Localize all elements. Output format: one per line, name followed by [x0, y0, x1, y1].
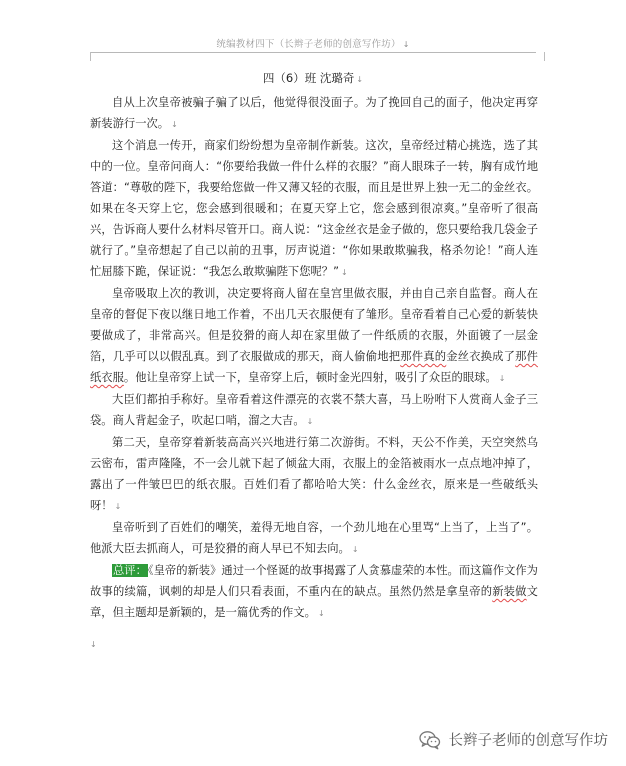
paragraph-text: 大臣们都拍手称好。皇帝看着这件漂亮的衣裳不禁大喜，马上吩咐下人赏商人金子三袋。商人背起金子，吹起口哨，溜之大吉。: [90, 393, 538, 427]
paragraph-1: [90, 92, 538, 135]
paragraph-text: 第二天，皇帝穿着新装高高兴兴地进行第二次游街。不料，天公不作美，天空突然乌云密布，雷声隆隆，不一会儿就下起了倾盆大雨，衣服上的金箔被雨水一点点地冲掉了，露出了一件皱巴巴的纸衣服。百姓们看了都哈哈大笑：什么金丝衣，原来是一些破纸头呀！: [90, 436, 538, 512]
margin-corner-left: [90, 52, 100, 61]
trailing-paragraph-mark: ↓: [90, 640, 97, 649]
title-text: 四（6）班 沈璐奇: [262, 71, 355, 85]
paragraph-2: [90, 135, 538, 283]
comment-text: 《皇帝的新装》通过一个怪诞的故事揭露了人贪慕虚荣的本性。而这篇作文作为故事的续篇，讽刺的却是人们只看表面，不重内在的缺点。虽然仍然是拿皇帝的: [90, 564, 538, 598]
paragraph-mark: ↓: [351, 545, 359, 554]
paragraph-text: 金丝衣换成了: [446, 350, 516, 363]
header-rule: [90, 52, 536, 53]
paragraph-mark: ↓: [498, 374, 506, 383]
wechat-icon: [419, 730, 441, 750]
paragraph-6: [90, 517, 538, 560]
comment-text: 文章，但主题却是新颖的，是一篇优秀的作文。: [90, 585, 538, 619]
paragraph-3: [90, 283, 538, 389]
paragraph-mark: ↓: [317, 609, 325, 618]
paragraph-5: [90, 432, 538, 517]
paragraph-4: [90, 389, 538, 432]
spellcheck-underline[interactable]: 新装做: [492, 585, 527, 598]
paragraph-mark: ↓: [340, 268, 348, 277]
paragraph-mark: ↓: [356, 75, 364, 84]
paragraph-text: 自从上次皇帝被骗子骗了以后，他觉得很没面子。为了挽回自己的面子，他决定再穿新装游行一次。: [90, 96, 538, 130]
paragraph-mark: ↓: [171, 120, 178, 129]
document-body: [90, 92, 538, 624]
paragraph-text: 。他让皇帝穿上试一下，皇帝穿上后，顿时金光四射，吸引了众臣的眼球。: [123, 371, 497, 384]
spellcheck-underline[interactable]: 那件真的: [400, 350, 447, 363]
header-text: 统编教材四下（长辫子老师的创意写作坊）: [216, 39, 401, 50]
comment-label: 总评：: [113, 564, 147, 577]
watermark-text: 长辫子老师的创意写作坊: [448, 733, 608, 749]
paragraph-text: 这个消息一传开，商家们纷纷想为皇帝制作新装。这次，皇帝经过精心挑选，选了其中的一位。皇帝问商人：“你要给我做一件什么样的衣服？”商人眼珠子一转，胸有成竹地答道：“尊敬的陛下，我要给您做一件又薄又轻的衣服，而且是世界上独一无二的金丝衣。如果在冬天穿上它，您会感到很暖和；在夏天穿上它，您会感到很凉爽。”皇帝听了很高兴，告诉商人要什么材料尽管开口。商人说：“这金丝衣是金子做的，您只要给我几袋金子就行了。”皇帝想起了自己以前的丑事，厉声说道：“你如果敢欺骗我，格杀勿论！”商人连忙屈膝下跪，保证说：“我怎么敢欺骗陛下您呢？”: [90, 139, 538, 278]
paragraph-mark: ↓: [306, 417, 314, 426]
comment-paragraph: [90, 560, 538, 624]
watermark: [419, 729, 609, 750]
document-title: [0, 70, 626, 86]
paragraph-mark: ↓: [114, 502, 122, 511]
paragraph-text: 皇帝听到了百姓们的嘲笑，羞得无地自容，一个劲儿地在心里骂“上当了，上当了”。他派大臣去抓商人，可是狡猾的商人早已不知去向。: [90, 521, 538, 555]
margin-corner-right: [535, 52, 545, 61]
page-header: [0, 36, 626, 50]
paragraph-mark: ↓: [402, 40, 410, 49]
paragraph-text: 皇帝吸取上次的教训，决定要将商人留在皇宫里做衣服，并由自己亲自监督。商人在皇帝的督促下夜以继日地工作着，不出几天衣服便有了雏形。皇帝看着自己心爱的新装快要做成了，非常高兴。但是狡猾的商人却在家里做了一件纸质的衣服，外面镀了一层金箔，几乎可以以假乱真。到了衣服做成的那天，商人偷偷地把: [90, 287, 538, 363]
spellcheck-underline[interactable]: 那件纸衣服: [90, 350, 538, 384]
